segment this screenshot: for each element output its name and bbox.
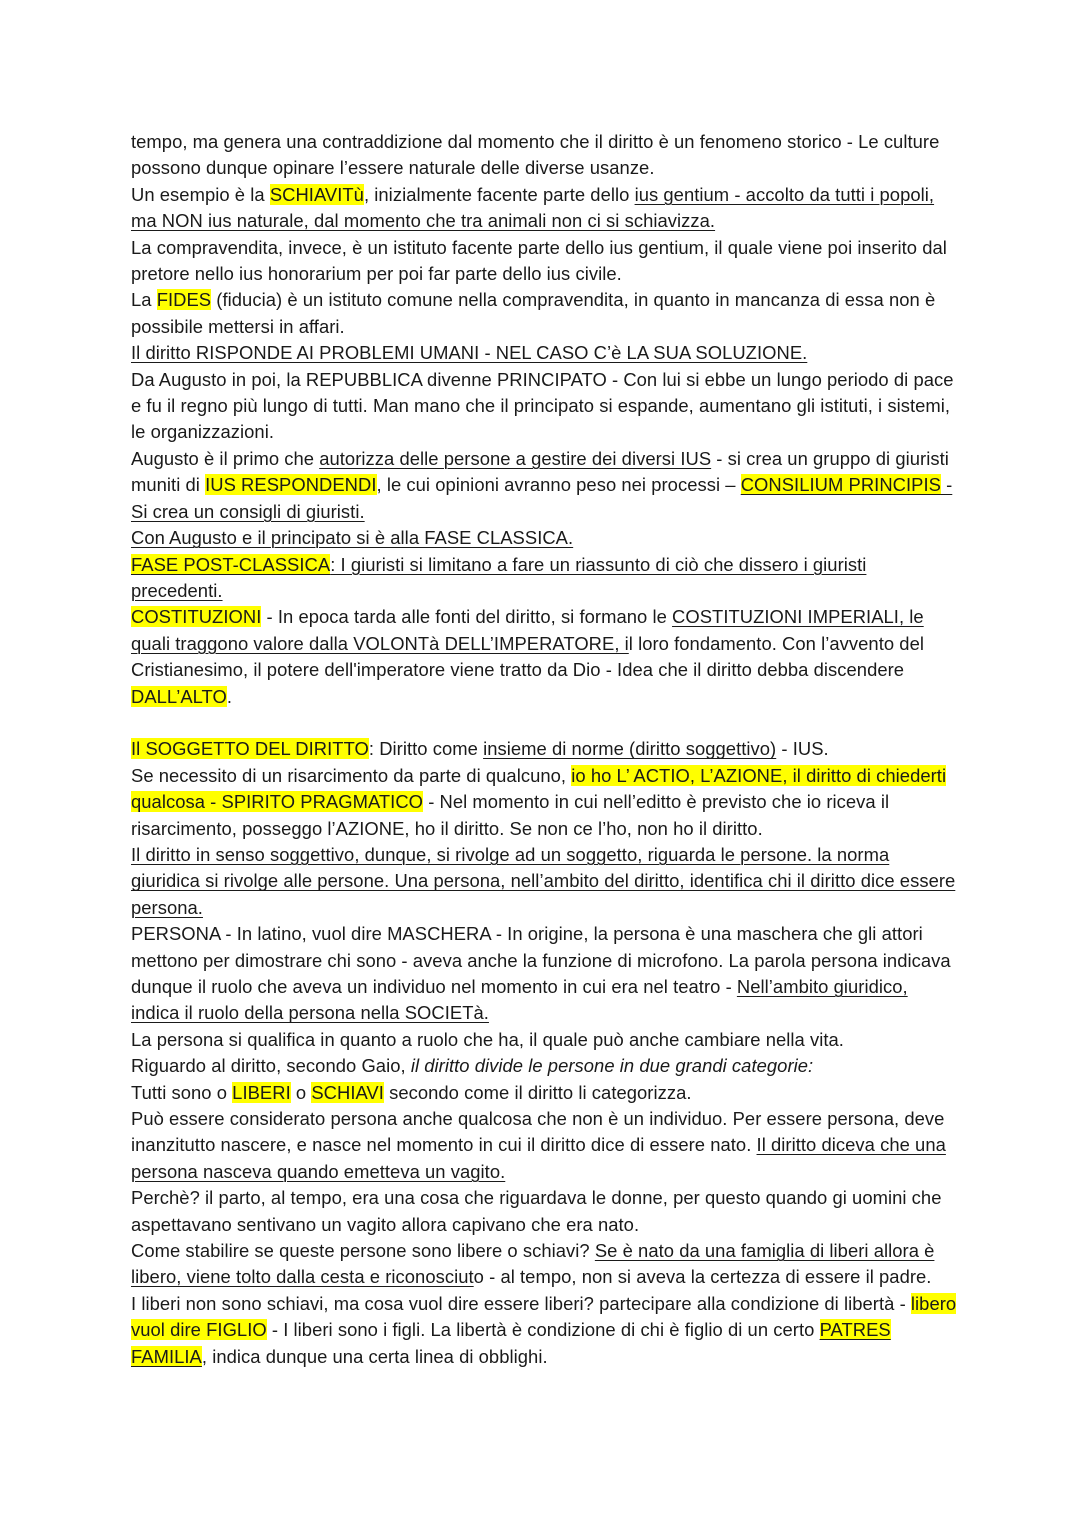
- underlined-text: Nell’ambito giuridico, indica il ruolo della persona nella SOCIETà.: [131, 975, 908, 1024]
- paragraph-p5: [131, 340, 960, 366]
- paragraph-p13: [131, 842, 960, 921]
- text-run: - In epoca tarda alle fonti del diritto, si formano le: [261, 606, 673, 628]
- paragraph-p21: [131, 1291, 960, 1370]
- highlighted-text: libero vuol dire FIGLIO: [131, 1292, 957, 1341]
- text-run: I liberi non sono schiavi, ma cosa vuol dire essere liberi? partecipare alla condizione di libertà -: [131, 1292, 911, 1314]
- highlighted-text: SCHIAVI: [311, 1081, 384, 1103]
- text-run: Tutti sono o: [131, 1081, 233, 1103]
- paragraph-p2: [131, 182, 960, 235]
- underlined-text: Il diritto diceva che una persona nasceva quando emetteva un vagito.: [131, 1134, 946, 1182]
- text-run: La: [131, 289, 157, 311]
- text-run: La persona si qualifica in quanto a ruolo che ha, il quale può anche cambiare nella vita.: [131, 1028, 844, 1050]
- text-run: Un esempio è la: [131, 183, 270, 205]
- highlighted-text: IUS RESPONDENDI: [205, 474, 377, 496]
- paragraph-p17: [131, 1080, 960, 1106]
- paragraph-p15: [131, 1027, 960, 1053]
- text-run: o - al tempo, non si aveva la certezza di essere il padre.: [473, 1266, 932, 1288]
- highlighted-text: CONSILIUM PRINCIPIS: [740, 474, 941, 496]
- highlighted-text: PATRES FAMILIA: [131, 1319, 891, 1367]
- paragraph-p1: [131, 129, 960, 182]
- highlighted-text: DALL’ALTO: [131, 685, 227, 707]
- paragraph-p9: [131, 552, 960, 605]
- text-run: - IUS.: [776, 738, 829, 760]
- highlighted-text: FIDES: [156, 289, 212, 311]
- underlined-text: Il diritto RISPONDE AI PROBLEMI UMANI - NEL CASO C’è LA SUA SOLUZIONE.: [131, 342, 808, 364]
- highlighted-text: FASE POST-CLASSICA: [131, 553, 331, 575]
- underlined-text: Se è nato da una famiglia di liberi allora è libero, viene tolto dalla cesta e riconosciut: [131, 1240, 935, 1288]
- italic-text: il diritto divide le persone in due grandi categorie:: [410, 1055, 814, 1077]
- paragraph-p6: [131, 367, 960, 446]
- text-run: o: [290, 1081, 312, 1103]
- text-run: Riguardo al diritto, secondo Gaio,: [131, 1055, 411, 1077]
- text-run: l loro fondamento. Con l’avvento del Cristianesimo, il potere dell'imperatore viene tratto da Dio - Idea che il diritto debba discendere: [131, 632, 924, 681]
- paragraph-p4: [131, 287, 960, 340]
- paragraph-spacer: [131, 710, 960, 736]
- underlined-text: : I giuristi si limitano a fare un riassunto di ciò che dissero i giuristi precedenti.: [131, 553, 867, 601]
- underlined-text: Il diritto in senso soggettivo, dunque, si rivolge ad un soggetto, riguarda le persone. la norma giuridica si rivolge alle persone. Una persona, nell’ambito del diritto, identifica chi il diritto dice essere persona.: [131, 843, 956, 918]
- paragraph-p16: [131, 1053, 960, 1079]
- text-run: Augusto è il primo che: [131, 447, 320, 469]
- text-run: Se necessito di un risarcimento da parte di qualcuno,: [131, 764, 572, 786]
- text-run: .: [226, 685, 233, 707]
- underlined-text: - Si crea un consigli di giuristi.: [131, 474, 953, 522]
- highlighted-text: COSTITUZIONI: [131, 606, 262, 628]
- highlighted-text: io ho L’ ACTIO, L’AZIONE, il diritto di chiederti qualcosa - SPIRITO PRAGMATICO: [131, 764, 947, 813]
- paragraph-p14: [131, 921, 960, 1027]
- underlined-text: insieme di norme (diritto soggettivo): [483, 738, 777, 760]
- text-run: , le cui opinioni avranno peso nei processi –: [376, 474, 741, 496]
- highlighted-text: Il SOGGETTO DEL DIRITTO: [131, 738, 369, 760]
- text-run: - I liberi sono i figli. La libertà è condizione di chi è figlio di un certo: [266, 1319, 820, 1341]
- text-run: - Nel momento in cui nell’editto è previsto che io riceva il risarcimento, posseggo l’AZIONE, ho il diritto. Se non ce l’ho, non ho il diritto.: [131, 791, 890, 839]
- paragraph-p7: [131, 446, 960, 525]
- highlighted-text: SCHIAVITù: [269, 183, 364, 205]
- paragraph-p10: [131, 604, 960, 710]
- document-body: [131, 129, 960, 1370]
- underlined-text: Con Augusto e il principato si è alla FASE CLASSICA.: [131, 527, 574, 549]
- text-run: : Diritto come: [368, 738, 484, 760]
- paragraph-p8: [131, 525, 960, 551]
- text-run: , indica dunque una certa linea di obblighi.: [201, 1345, 548, 1367]
- text-run: , inizialmente facente parte dello: [363, 183, 635, 205]
- paragraph-p3: [131, 235, 960, 288]
- paragraph-p18: [131, 1106, 960, 1185]
- text-run: - si crea un gruppo di giuristi muniti di: [131, 447, 949, 496]
- paragraph-p19: [131, 1185, 960, 1238]
- highlighted-text: LIBERI: [232, 1081, 291, 1103]
- text-run: (fiducia) è un istituto comune nella compravendita, in quanto in mancanza di essa non è possibile mettersi in affari.: [131, 289, 936, 337]
- paragraph-p20: [131, 1238, 960, 1291]
- underlined-text: autorizza delle persone a gestire dei diversi IUS: [319, 447, 712, 469]
- underlined-text: ius gentium - accolto da tutti i popoli, ma NON ius naturale, dal momento che tra animali non ci si schiavizza.: [131, 183, 935, 232]
- text-run: Può essere considerato persona anche qualcosa che non è un individuo. Per essere persona, deve inanzitutto nascere, e nasce nel momento in cui il diritto dice di essere nato.: [131, 1108, 945, 1156]
- text-run: tempo, ma genera una contraddizione dal momento che il diritto è un fenomeno storico - Le culture possono dunque opinare l’essere naturale delle diverse usanze.: [131, 131, 940, 179]
- underlined-text: COSTITUZIONI IMPERIALI, le quali traggono valore dalla VOLONTà DELL’IMPERATORE, i: [131, 606, 924, 654]
- paragraph-p11: [131, 736, 960, 762]
- text-run: Come stabilire se queste persone sono libere o schiavi?: [131, 1240, 595, 1262]
- text-run: Da Augusto in poi, la REPUBBLICA divenne PRINCIPATO - Con lui si ebbe un lungo periodo di pace e fu il regno più lungo di tutti. Man mano che il principato si espande, aumentano gli istituti, i sistemi, le organizzazioni.: [131, 368, 954, 443]
- text-run: La compravendita, invece, è un istituto facente parte dello ius gentium, il quale viene poi inserito dal pretore nello ius honorarium per poi far parte dello ius civile.: [131, 236, 947, 285]
- text-run: Perchè? il parto, al tempo, era una cosa che riguardava le donne, per questo quando gi uomini che aspettavano sentivano un vagito allora capivano che era nato.: [131, 1187, 942, 1235]
- text-run: PERSONA - In latino, vuol dire MASCHERA - In origine, la persona è una maschera che gli attori mettono per dimostrare chi sono - aveva anche la funzione di microfono. La parola persona indicava dunque il ruolo che aveva un individuo nel momento in cui era nel teatro -: [131, 923, 951, 997]
- paragraph-p12: [131, 763, 960, 842]
- text-run: secondo come il diritto li categorizza.: [383, 1081, 692, 1103]
